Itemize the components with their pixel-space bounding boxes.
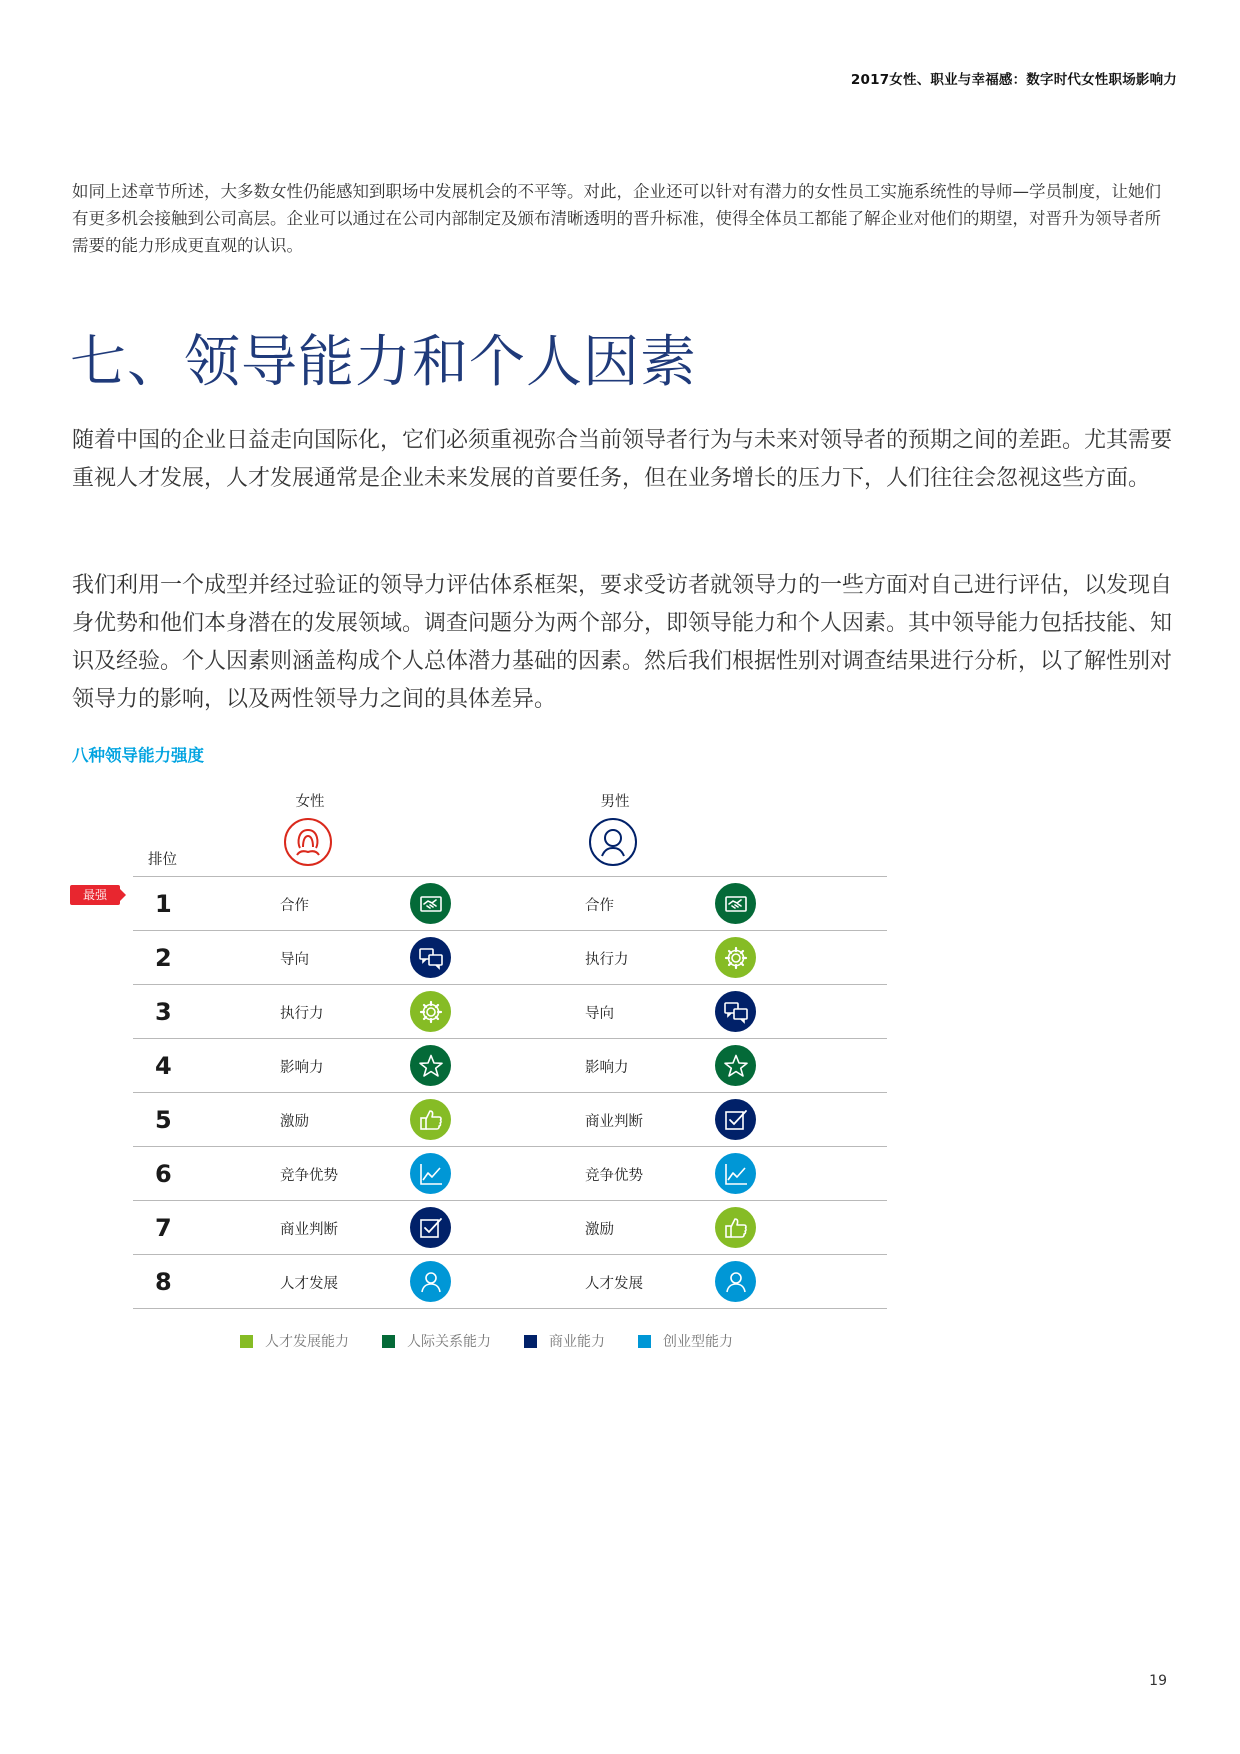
body-paragraph-1: 随着中国的企业日益走向国际化，它们必须重视弥合当前领导者行为与未来对领导者的预期之间的差距。尤其需要重视人才发展，人才发展通常是企业未来发展的首要任务，但在业务增长的压力下，人们往往会忽视这些方面。 <box>72 428 1173 491</box>
chat-bubbles-icon <box>715 991 756 1032</box>
rank-column-header: 排位 <box>148 852 177 868</box>
gear-icon <box>715 937 756 978</box>
ranking-row <box>133 1255 887 1309</box>
ranking-row <box>133 1039 887 1093</box>
male-icon <box>588 817 638 867</box>
rank-number: 5 <box>155 1106 172 1134</box>
male-ability-label: 竞争优势 <box>585 1168 643 1184</box>
person-icon <box>715 1261 756 1302</box>
legend-item <box>240 1331 349 1351</box>
rank-number: 2 <box>155 944 172 972</box>
female-icon <box>283 817 333 867</box>
male-ability-label: 激励 <box>585 1222 614 1238</box>
page-number: 19 <box>1149 1673 1167 1689</box>
male-column-label: 男性 <box>600 794 630 810</box>
chart-title: 八种领导能力强度 <box>72 746 204 765</box>
legend-swatch <box>638 1335 651 1348</box>
female-ability-label: 人才发展 <box>280 1276 338 1292</box>
legend-item <box>382 1331 491 1351</box>
rank-number: 6 <box>155 1160 172 1188</box>
legend-label: 人际关系能力 <box>407 1334 491 1350</box>
legend-swatch <box>382 1335 395 1348</box>
male-ability-label: 影响力 <box>585 1060 629 1076</box>
strongest-tag: 最强 <box>70 885 120 905</box>
star-icon <box>410 1045 451 1086</box>
ranking-row <box>133 985 887 1039</box>
intro-paragraph: 如同上述章节所述，大多数女性仍能感知到职场中发展机会的不平等。对此，企业还可以针对有潜力的女性员工实施系统性的导师—学员制度，让她们有更多机会接触到公司高层。企业可以通过在公司内部制定及颁布清晰透明的晋升标准，使得全体员工都能了解企业对他们的期望，对晋升为领导者所需要的能力形成更直观的认识。 <box>72 182 1161 255</box>
ranking-table <box>133 876 887 1309</box>
line-chart-icon <box>410 1153 451 1194</box>
ranking-row <box>133 877 887 931</box>
male-ability-label: 执行力 <box>585 952 629 968</box>
rank-number: 8 <box>155 1268 172 1296</box>
female-column-label: 女性 <box>295 794 325 810</box>
gear-icon <box>410 991 451 1032</box>
ranking-row <box>133 1093 887 1147</box>
legend-label: 商业能力 <box>549 1334 605 1350</box>
checkbox-icon <box>715 1099 756 1140</box>
person-icon <box>410 1261 451 1302</box>
star-icon <box>715 1045 756 1086</box>
rank-number: 4 <box>155 1052 172 1080</box>
female-ability-label: 影响力 <box>280 1060 324 1076</box>
checkbox-icon <box>410 1207 451 1248</box>
body-paragraph-2: 我们利用一个成型并经过验证的领导力评估体系框架，要求受访者就领导力的一些方面对自己进行评估，以发现自身优势和他们本身潜在的发展领域。调查问题分为两个部分，即领导能力和个人因素。其中领导能力包括技能、知识及经验。个人因素则涵盖构成个人总体潜力基础的因素。然后我们根据性别对调查结果进行分析，以了解性别对领导力的影响，以及两性领导力之间的具体差异。 <box>72 573 1173 712</box>
rank-number: 3 <box>155 998 172 1026</box>
female-ability-label: 商业判断 <box>280 1222 338 1238</box>
legend-label: 人才发展能力 <box>265 1334 349 1350</box>
male-ability-label: 合作 <box>585 898 614 914</box>
female-ability-label: 竞争优势 <box>280 1168 338 1184</box>
male-ability-label: 商业判断 <box>585 1114 643 1130</box>
ranking-row <box>133 931 887 985</box>
male-ability-label: 人才发展 <box>585 1276 643 1292</box>
rank-number: 7 <box>155 1214 172 1242</box>
female-ability-label: 导向 <box>280 952 309 968</box>
legend-label: 创业型能力 <box>663 1334 733 1350</box>
thumbs-up-icon <box>410 1099 451 1140</box>
female-ability-label: 合作 <box>280 898 309 914</box>
male-ability-label: 导向 <box>585 1006 614 1022</box>
rank-number: 1 <box>155 890 172 918</box>
legend-swatch <box>524 1335 537 1348</box>
legend-item <box>524 1331 605 1351</box>
ranking-row <box>133 1147 887 1201</box>
chart-legend <box>240 1331 733 1351</box>
line-chart-icon <box>715 1153 756 1194</box>
legend-swatch <box>240 1335 253 1348</box>
female-ability-label: 激励 <box>280 1114 309 1130</box>
ranking-row <box>133 1201 887 1255</box>
handshake-icon <box>715 883 756 924</box>
section-title: 七、领导能力和个人因素 <box>70 330 697 395</box>
legend-item <box>638 1331 733 1351</box>
handshake-icon <box>410 883 451 924</box>
female-ability-label: 执行力 <box>280 1006 324 1022</box>
thumbs-up-icon <box>715 1207 756 1248</box>
running-header: 2017女性、职业与幸福感：数字时代女性职场影响力 <box>850 72 1177 88</box>
chat-bubbles-icon <box>410 937 451 978</box>
